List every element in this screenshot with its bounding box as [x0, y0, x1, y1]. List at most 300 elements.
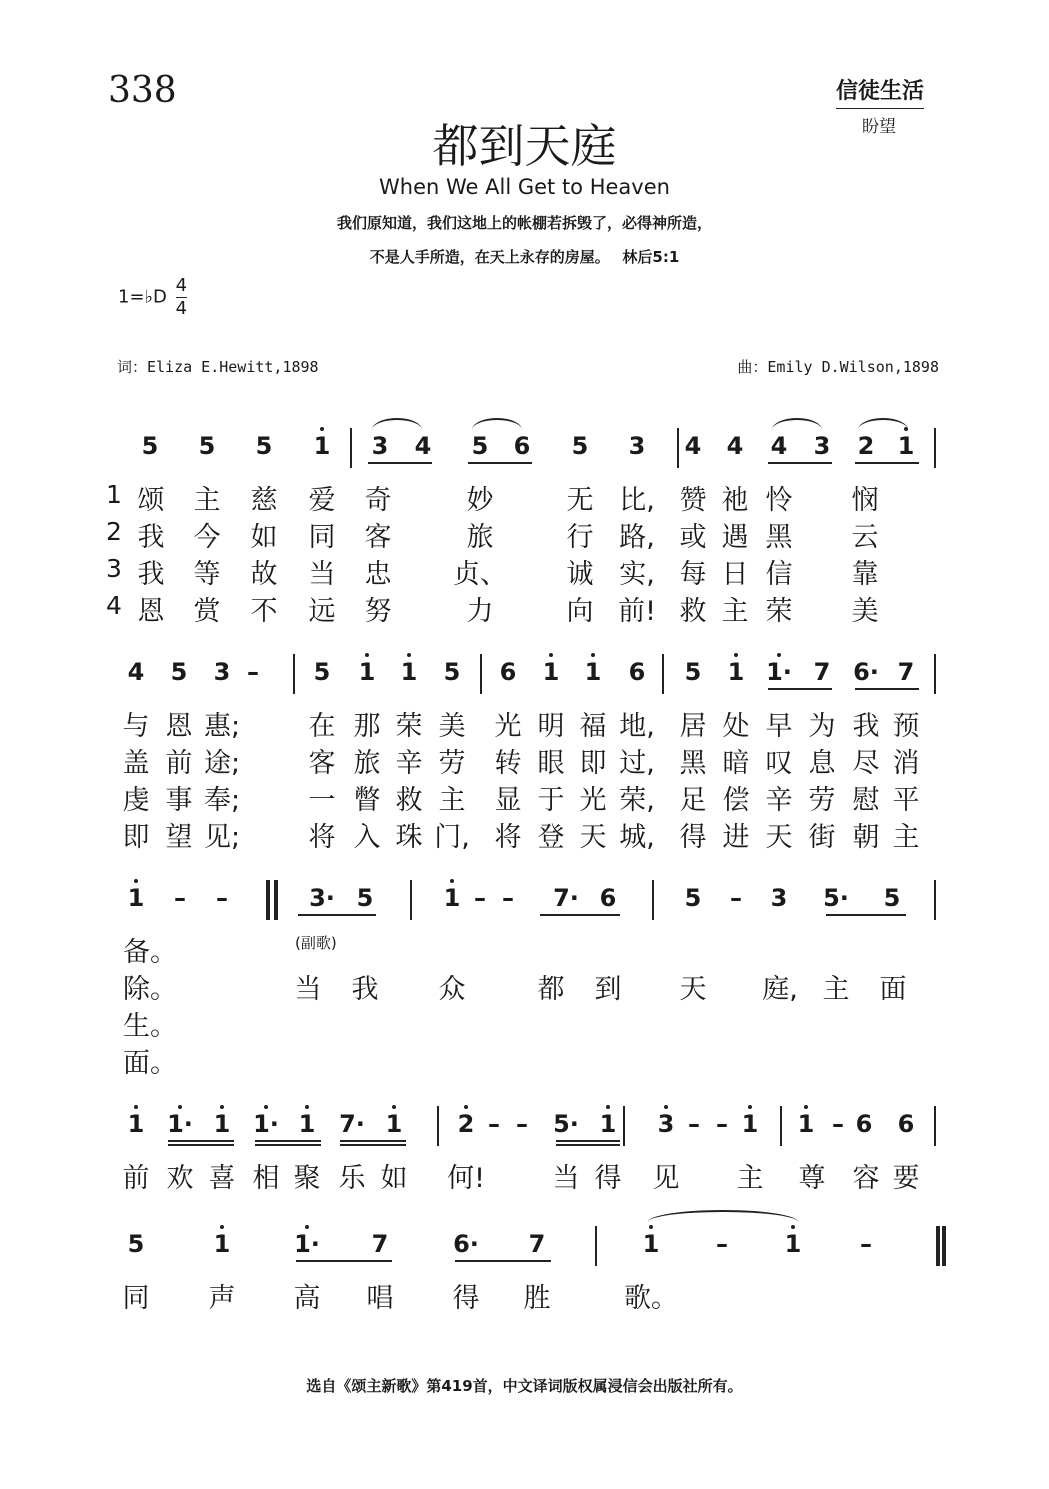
verse-number: 2 — [106, 517, 122, 546]
lyric-char: 美 — [438, 711, 466, 742]
lyric-char: 旅 — [466, 522, 494, 553]
jianpu-note: 6· — [453, 1230, 479, 1258]
jianpu-note: 1 — [385, 1110, 403, 1138]
beam-underline — [556, 1140, 620, 1142]
hymn-number: 338 — [108, 70, 177, 111]
lyric-char: 荣 — [765, 596, 793, 627]
jianpu-note: 1 — [727, 658, 745, 686]
lyric-char: 忠 — [364, 559, 392, 590]
jianpu-note: 1 — [358, 658, 376, 686]
jianpu-note: – — [488, 1110, 500, 1138]
jianpu-note: 5 — [313, 658, 331, 686]
lyric-char: 门, — [434, 822, 470, 853]
jianpu-note: 7· — [339, 1110, 365, 1138]
beam-underline — [455, 1260, 551, 1262]
lyric-char: 城, — [619, 822, 655, 853]
lyric-char: 日 — [721, 559, 749, 590]
double-bar-line — [274, 880, 278, 920]
lyric-char: 面。 — [123, 1048, 177, 1079]
lyric-char: 喜 — [208, 1163, 236, 1194]
jianpu-note: 1 — [897, 432, 915, 460]
lyric-char: 劳 — [438, 748, 466, 779]
lyric-char: 恩 — [137, 596, 165, 627]
beam-underline — [255, 1140, 321, 1142]
category-label: 信徒生活 — [836, 74, 924, 109]
bar-line — [293, 654, 295, 694]
jianpu-note: 1 — [313, 432, 331, 460]
bar-line — [480, 654, 482, 694]
lyric-char: 前! — [618, 596, 656, 627]
lyric-char: 劳 — [808, 785, 836, 816]
lyric-char: 叹 — [765, 748, 793, 779]
lyric-char: 将 — [494, 822, 522, 853]
lyric-char: 望 — [165, 822, 193, 853]
lyric-char: 欢 — [166, 1163, 194, 1194]
lyric-char: 向 — [566, 596, 594, 627]
jianpu-note: 6 — [513, 432, 531, 460]
time-signature: $\frac{4}{4}$ — [175, 275, 188, 319]
lyric-char: 尊 — [798, 1163, 826, 1194]
lyric-char: 如 — [250, 522, 278, 553]
lyric-char: 于 — [537, 785, 565, 816]
jianpu-note: – — [174, 884, 186, 912]
jianpu-note: – — [832, 1110, 844, 1138]
jianpu-note: 5 — [170, 658, 188, 686]
lyric-char: 力 — [466, 596, 494, 627]
jianpu-note: 5 — [571, 432, 589, 460]
lyric-char: 旅 — [353, 748, 381, 779]
lyric-char: 到 — [594, 974, 622, 1005]
jianpu-note: – — [716, 1230, 728, 1258]
lyric-char: 慰 — [852, 785, 880, 816]
jianpu-note: 5 — [127, 1230, 145, 1258]
lyric-char: 救 — [679, 596, 707, 627]
slur-tie — [858, 418, 908, 430]
lyric-char: 将 — [308, 822, 336, 853]
lyric-char: 天 — [679, 974, 707, 1005]
jianpu-note: 3 — [213, 658, 231, 686]
lyricist-credit: 词：Eliza E.Hewitt,1898 — [117, 358, 319, 376]
bar-line — [934, 1106, 936, 1146]
hymn-title-english: When We All Get to Heaven — [379, 175, 670, 199]
jianpu-note: 6· — [853, 658, 879, 686]
jianpu-note: 3· — [309, 884, 335, 912]
lyric-char: 都 — [537, 974, 565, 1005]
bar-line — [437, 1106, 439, 1146]
lyric-char: 何! — [447, 1163, 485, 1194]
chorus-label: (副歌) — [295, 934, 337, 952]
jianpu-note: 3 — [770, 884, 788, 912]
lyric-char: 前 — [122, 1163, 150, 1194]
octave-dot — [748, 1105, 752, 1109]
lyric-char: 早 — [765, 711, 793, 742]
jianpu-note: 6 — [628, 658, 646, 686]
lyric-char: 唱 — [366, 1283, 394, 1314]
lyric-char: 要 — [892, 1163, 920, 1194]
lyric-char: 登 — [537, 822, 565, 853]
beam-underline — [340, 1144, 406, 1146]
lyric-char: 行 — [566, 522, 594, 553]
double-bar-line — [936, 1226, 940, 1266]
lyric-char: 预 — [892, 711, 920, 742]
octave-dot — [220, 1225, 224, 1229]
jianpu-note: 1· — [253, 1110, 279, 1138]
bar-line — [934, 428, 936, 468]
lyric-char: 赞 — [679, 485, 707, 516]
scripture-line-1: 我们原知道，我们这地上的帐棚若拆毁了，必得神所造， — [336, 214, 712, 232]
lyric-char: 无 — [566, 485, 594, 516]
lyric-char: 得 — [452, 1283, 480, 1314]
slur-tie — [772, 418, 822, 430]
lyric-char: 地, — [619, 711, 655, 742]
jianpu-note: 1 — [443, 884, 461, 912]
jianpu-note: 6 — [897, 1110, 915, 1138]
jianpu-note: 4 — [127, 658, 145, 686]
beam-underline — [468, 462, 532, 464]
lyric-char: 即 — [122, 822, 150, 853]
verse-number: 3 — [106, 554, 122, 583]
jianpu-note: – — [716, 1110, 728, 1138]
octave-dot — [804, 1105, 808, 1109]
lyric-char: 荣 — [395, 711, 423, 742]
double-bar-line — [942, 1226, 946, 1266]
beam-underline — [768, 688, 832, 690]
octave-dot — [734, 653, 738, 657]
beam-underline — [368, 462, 432, 464]
slur-tie — [648, 1210, 798, 1222]
octave-dot — [549, 653, 553, 657]
octave-dot — [407, 653, 411, 657]
lyric-char: 明 — [537, 711, 565, 742]
lyric-char: 妙 — [466, 485, 494, 516]
lyric-char: 荣, — [619, 785, 655, 816]
jianpu-note: 7 — [813, 658, 831, 686]
lyric-char: 虔 — [122, 785, 150, 816]
jianpu-note: – — [502, 884, 514, 912]
lyric-char: 等 — [193, 559, 221, 590]
jianpu-note: 3 — [813, 432, 831, 460]
bar-line — [652, 880, 654, 920]
octave-dot — [664, 1105, 668, 1109]
octave-dot — [134, 1105, 138, 1109]
lyric-char: 如 — [380, 1163, 408, 1194]
lyric-char: 奇 — [364, 485, 392, 516]
lyric-char: 实, — [619, 559, 655, 590]
octave-dot — [264, 1105, 268, 1109]
lyric-char: 同 — [308, 522, 336, 553]
lyric-char: 得 — [679, 822, 707, 853]
lyric-char: 生。 — [123, 1011, 177, 1042]
lyric-char: 光 — [579, 785, 607, 816]
lyric-char: 怜 — [765, 485, 793, 516]
lyric-char: 黑 — [679, 748, 707, 779]
jianpu-note: 5 — [684, 658, 702, 686]
lyric-char: 恩 — [165, 711, 193, 742]
octave-dot — [464, 1105, 468, 1109]
jianpu-note: 1 — [797, 1110, 815, 1138]
jianpu-note: 5 — [684, 884, 702, 912]
beam-underline — [540, 914, 620, 916]
lyric-char: 除。 — [123, 974, 177, 1005]
lyric-char: 备。 — [123, 937, 177, 968]
jianpu-note: 5 — [356, 884, 374, 912]
jianpu-note: 7 — [371, 1230, 389, 1258]
lyric-char: 我 — [852, 711, 880, 742]
lyric-char: 当 — [294, 974, 322, 1005]
jianpu-note: – — [247, 658, 259, 686]
lyric-char: 黑 — [765, 522, 793, 553]
octave-dot — [606, 1105, 610, 1109]
octave-dot — [777, 653, 781, 657]
lyric-char: 尽 — [852, 748, 880, 779]
jianpu-note: 1 — [784, 1230, 802, 1258]
copyright-note: 选自《颂主新歌》第419首，中文译词版权属浸信会出版社所有。 — [306, 1377, 743, 1395]
lyric-char: 瞥 — [353, 785, 381, 816]
jianpu-note: 4 — [770, 432, 788, 460]
lyric-char: 为 — [808, 711, 836, 742]
jianpu-note: 6 — [855, 1110, 873, 1138]
lyric-char: 众 — [438, 974, 466, 1005]
jianpu-note: 1 — [599, 1110, 617, 1138]
octave-dot — [591, 653, 595, 657]
jianpu-note: 7· — [553, 884, 579, 912]
octave-dot — [791, 1225, 795, 1229]
lyric-char: 前 — [165, 748, 193, 779]
octave-dot — [392, 1105, 396, 1109]
bar-line — [410, 880, 412, 920]
lyric-char: 与 — [122, 711, 150, 742]
hymn-title-chinese: 都到天庭 — [432, 119, 617, 173]
lyric-char: 事 — [165, 785, 193, 816]
octave-dot — [134, 879, 138, 883]
lyric-char: 诚 — [566, 559, 594, 590]
lyric-char: 辛 — [765, 785, 793, 816]
lyric-char: 聚 — [293, 1163, 321, 1194]
lyric-char: 途; — [203, 748, 241, 779]
double-bar-line — [266, 880, 270, 920]
bar-line — [595, 1226, 597, 1266]
beam-underline — [340, 1140, 406, 1142]
jianpu-note: 1 — [542, 658, 560, 686]
lyric-char: 相 — [252, 1163, 280, 1194]
jianpu-note: – — [216, 884, 228, 912]
jianpu-note: 6 — [599, 884, 617, 912]
key-signature — [118, 275, 187, 320]
lyric-char: 故 — [250, 559, 278, 590]
lyric-char: 每 — [679, 559, 707, 590]
lyric-char: 眼 — [537, 748, 565, 779]
slur-tie — [372, 418, 422, 430]
jianpu-note: 5 — [471, 432, 489, 460]
composer-credit: 曲：Emily D.Wilson,1898 — [737, 358, 939, 376]
lyric-char: 声 — [208, 1283, 236, 1314]
lyric-char: 朝 — [852, 822, 880, 853]
lyric-char: 盖 — [122, 748, 150, 779]
lyric-char: 慈 — [250, 485, 278, 516]
jianpu-note: 1 — [741, 1110, 759, 1138]
lyric-char: 今 — [193, 522, 221, 553]
lyric-char: 悯 — [851, 485, 879, 516]
lyric-char: 爱 — [308, 485, 336, 516]
jianpu-note: 4 — [684, 432, 702, 460]
lyric-char: 即 — [579, 748, 607, 779]
jianpu-note: 1 — [127, 884, 145, 912]
lyric-char: 容 — [852, 1163, 880, 1194]
jianpu-note: 3 — [657, 1110, 675, 1138]
jianpu-note: 1 — [127, 1110, 145, 1138]
lyric-char: 遇 — [721, 522, 749, 553]
lyric-char: 救 — [395, 785, 423, 816]
lyric-char: 主 — [193, 485, 221, 516]
lyric-char: 过, — [619, 748, 655, 779]
lyric-char: 那 — [353, 711, 381, 742]
jianpu-note: 1 — [400, 658, 418, 686]
bar-line — [780, 1106, 782, 1146]
jianpu-note: 4 — [414, 432, 432, 460]
lyric-char: 入 — [353, 822, 381, 853]
beam-underline — [855, 688, 919, 690]
lyric-char: 主 — [822, 974, 850, 1005]
lyric-char: 当 — [308, 559, 336, 590]
lyric-char: 居 — [679, 711, 707, 742]
jianpu-note: 1· — [294, 1230, 320, 1258]
lyric-char: 主 — [892, 822, 920, 853]
octave-dot — [178, 1105, 182, 1109]
jianpu-note: 4 — [726, 432, 744, 460]
octave-dot — [305, 1225, 309, 1229]
scripture-line-2: 不是人手所造，在天上永存的房屋。 林后5:1 — [369, 248, 680, 266]
lyric-char: 一 — [308, 785, 336, 816]
lyric-char: 乐 — [338, 1163, 366, 1194]
bar-line — [623, 1106, 625, 1146]
verse-number: 4 — [106, 591, 122, 620]
lyric-char: 庭, — [762, 974, 798, 1005]
jianpu-note: – — [860, 1230, 872, 1258]
lyric-char: 天 — [765, 822, 793, 853]
lyric-char: 显 — [494, 785, 522, 816]
lyric-char: 客 — [364, 522, 392, 553]
lyric-char: 胜 — [523, 1283, 551, 1314]
beam-underline — [255, 1144, 321, 1146]
lyric-char: 当 — [552, 1163, 580, 1194]
lyric-char: 平 — [892, 785, 920, 816]
verse-number: 1 — [106, 480, 122, 509]
lyric-char: 得 — [594, 1163, 622, 1194]
jianpu-note: 2 — [457, 1110, 475, 1138]
lyric-char: 在 — [308, 711, 336, 742]
jianpu-note: – — [474, 884, 486, 912]
jianpu-note: 5 — [198, 432, 216, 460]
lyric-char: 面 — [879, 974, 907, 1005]
jianpu-note: 1 — [584, 658, 602, 686]
bar-line — [350, 428, 352, 468]
lyric-char: 转 — [494, 748, 522, 779]
jianpu-note: 5 — [883, 884, 901, 912]
jianpu-note: – — [730, 884, 742, 912]
lyric-char: 祂 — [721, 485, 749, 516]
beam-underline — [556, 1144, 620, 1146]
lyric-char: 见 — [652, 1163, 680, 1194]
jianpu-note: 1 — [213, 1230, 231, 1258]
octave-dot — [450, 879, 454, 883]
lyric-char: 主 — [438, 785, 466, 816]
octave-dot — [649, 1225, 653, 1229]
jianpu-note: 1· — [766, 658, 792, 686]
jianpu-note: 1 — [213, 1110, 231, 1138]
lyric-char: 光 — [494, 711, 522, 742]
bar-line — [662, 654, 664, 694]
beam-underline — [855, 462, 919, 464]
lyric-char: 或 — [679, 522, 707, 553]
key-label: 1=♭D — [118, 286, 167, 308]
jianpu-note: 6 — [499, 658, 517, 686]
lyric-char: 天 — [579, 822, 607, 853]
jianpu-note: 5· — [553, 1110, 579, 1138]
bar-line — [934, 654, 936, 694]
lyric-char: 主 — [721, 596, 749, 627]
lyric-char: 息 — [808, 748, 836, 779]
lyric-char: 不 — [250, 596, 278, 627]
octave-dot — [365, 653, 369, 657]
lyric-char: 偿 — [722, 785, 750, 816]
slur-tie — [472, 418, 522, 430]
octave-dot — [305, 1105, 309, 1109]
lyric-char: 颂 — [137, 485, 165, 516]
jianpu-note: 5 — [141, 432, 159, 460]
lyric-char: 辛 — [395, 748, 423, 779]
lyric-char: 福 — [579, 711, 607, 742]
lyric-char: 足 — [679, 785, 707, 816]
lyric-char: 我 — [137, 559, 165, 590]
lyric-char: 见; — [203, 822, 241, 853]
jianpu-note: 5· — [823, 884, 849, 912]
jianpu-note: 1· — [167, 1110, 193, 1138]
lyric-char: 我 — [351, 974, 379, 1005]
lyric-char: 街 — [808, 822, 836, 853]
beam-underline — [168, 1144, 234, 1146]
jianpu-note: – — [688, 1110, 700, 1138]
jianpu-note: 1 — [298, 1110, 316, 1138]
octave-dot — [220, 1105, 224, 1109]
lyric-char: 奉; — [203, 785, 241, 816]
lyric-char: 美 — [851, 596, 879, 627]
subcategory-label: 盼望 — [862, 117, 896, 137]
jianpu-note: 1 — [642, 1230, 660, 1258]
lyric-char: 努 — [364, 596, 392, 627]
bar-line — [934, 880, 936, 920]
octave-dot — [320, 427, 324, 431]
jianpu-note: 3 — [371, 432, 389, 460]
lyric-char: 惠; — [203, 711, 241, 742]
lyric-char: 主 — [736, 1163, 764, 1194]
lyric-char: 信 — [765, 559, 793, 590]
jianpu-note: – — [516, 1110, 528, 1138]
lyric-char: 贞、 — [453, 559, 507, 590]
lyric-char: 进 — [722, 822, 750, 853]
lyric-char: 处 — [722, 711, 750, 742]
lyric-char: 歌。 — [624, 1283, 678, 1314]
jianpu-note: 2 — [857, 432, 875, 460]
lyric-char: 路, — [619, 522, 655, 553]
lyric-char: 赏 — [193, 596, 221, 627]
lyric-char: 比, — [619, 485, 655, 516]
jianpu-note: 5 — [443, 658, 461, 686]
beam-underline — [296, 1260, 392, 1262]
lyric-char: 消 — [892, 748, 920, 779]
beam-underline — [826, 914, 906, 916]
lyric-char: 同 — [122, 1283, 150, 1314]
lyric-char: 靠 — [851, 559, 879, 590]
